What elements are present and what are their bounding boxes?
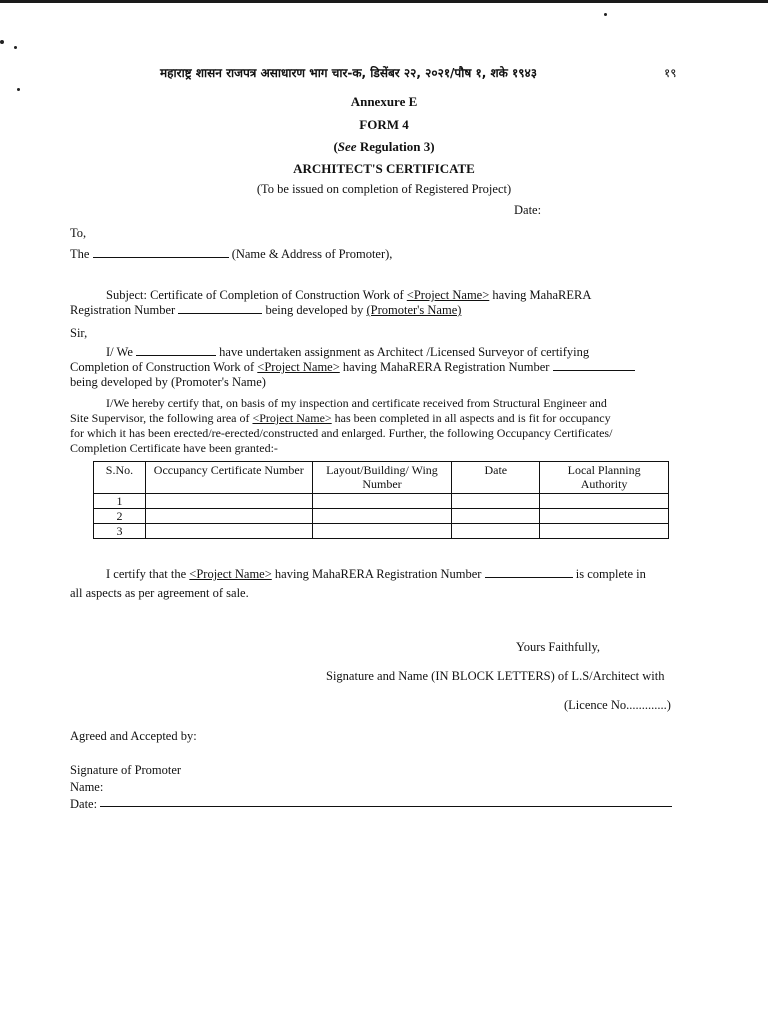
scan-top-border bbox=[0, 0, 768, 3]
occupancy-certificate-table bbox=[93, 461, 669, 539]
para2-line-1: I/We hereby certify that, on basis of my inspection and certificate received from Structural Engineer and bbox=[106, 396, 607, 410]
the-label: The bbox=[70, 247, 90, 261]
header-date: Date bbox=[452, 462, 540, 494]
registration-blank bbox=[178, 304, 262, 314]
scan-speck bbox=[0, 40, 4, 44]
subject-line-2 bbox=[70, 303, 461, 318]
form-number: FORM 4 bbox=[359, 117, 409, 132]
header-sno: S.No. bbox=[94, 462, 146, 494]
table-cell bbox=[452, 494, 540, 509]
para2-line2-prefix: Site Supervisor, the following area of bbox=[70, 411, 250, 425]
para1-line-2 bbox=[70, 360, 635, 375]
promoter-name-label: Name: bbox=[70, 780, 104, 794]
developed-by-label: being developed by bbox=[265, 303, 364, 317]
para2-line-3: for which it has been erected/re-erected/constructed and enlarged. Further, the following Occupancy Certificates/ bbox=[70, 426, 613, 440]
registration-blank bbox=[553, 361, 635, 371]
table-header-row bbox=[94, 462, 669, 494]
para2-line-4: Completion Certificate have been granted:- bbox=[70, 441, 278, 455]
table-cell bbox=[452, 509, 540, 524]
para3-line-2: all aspects as per agreement of sale. bbox=[70, 586, 249, 600]
promoter-name-placeholder: (Promoter's Name) bbox=[366, 303, 462, 317]
para1-line2-suffix: having MahaRERA Registration Number bbox=[342, 360, 550, 374]
para3-mid: having MahaRERA Registration Number bbox=[274, 567, 482, 581]
table-cell bbox=[540, 494, 669, 509]
regulation-text: Regulation 3) bbox=[359, 139, 435, 154]
see-word: See bbox=[337, 139, 357, 154]
project-name-placeholder: <Project Name> bbox=[252, 411, 332, 425]
project-name-placeholder: <Project Name> bbox=[406, 288, 490, 302]
para3-prefix: I certify that the bbox=[106, 567, 187, 581]
regulation-reference: (See Regulation 3) bbox=[333, 139, 435, 154]
table-cell bbox=[540, 509, 669, 524]
para3-suffix: is complete in bbox=[575, 567, 646, 581]
project-name-placeholder: <Project Name> bbox=[189, 567, 272, 581]
table-cell bbox=[540, 524, 669, 539]
table-cell bbox=[145, 524, 312, 539]
annexure-title: Annexure E bbox=[350, 94, 418, 109]
agreed-accepted-label: Agreed and Accepted by: bbox=[70, 729, 197, 743]
address-line bbox=[70, 247, 392, 262]
promoter-date-label: Date: bbox=[70, 797, 98, 811]
scan-speck bbox=[604, 13, 607, 16]
header-planning-authority: Local Planning Authority bbox=[540, 462, 669, 494]
para2-line-2 bbox=[70, 411, 611, 426]
table-cell bbox=[312, 509, 452, 524]
table-cell bbox=[452, 524, 540, 539]
yours-faithfully: Yours Faithfully, bbox=[516, 640, 601, 654]
gazette-header: महाराष्ट्र शासन राजपत्र असाधारण भाग चार-क, डिसेंबर २२, २०२१/पौष १, शके १९४३ bbox=[160, 66, 537, 80]
table-cell: 2 bbox=[94, 509, 146, 524]
table-cell bbox=[312, 494, 452, 509]
para1-line-3: being developed by (Promoter's Name) bbox=[70, 375, 266, 389]
table-row bbox=[94, 494, 669, 509]
subject-line-1 bbox=[106, 288, 591, 303]
subject-prefix: Subject: Certificate of Completion of Construction Work of bbox=[106, 288, 404, 302]
para1-line-1 bbox=[106, 345, 589, 360]
registration-blank bbox=[485, 568, 573, 578]
table-row bbox=[94, 524, 669, 539]
page-number: १९ bbox=[664, 66, 677, 80]
architect-signature-label: Signature and Name (IN BLOCK LETTERS) of L.S/Architect with bbox=[326, 669, 665, 683]
promoter-date-line bbox=[100, 806, 672, 807]
architect-blank bbox=[136, 346, 216, 356]
para1-line2-prefix: Completion of Construction Work of bbox=[70, 360, 255, 374]
to-label: To, bbox=[70, 226, 87, 240]
registration-label: Registration Number bbox=[70, 303, 176, 317]
promoter-signature-label: Signature of Promoter bbox=[70, 763, 182, 777]
para3-line-1 bbox=[106, 567, 646, 582]
name-address-label: (Name & Address of Promoter), bbox=[231, 247, 393, 261]
table-row bbox=[94, 509, 669, 524]
table-cell: 1 bbox=[94, 494, 146, 509]
header-certificate-number: Occupancy Certificate Number bbox=[145, 462, 312, 494]
project-name-placeholder: <Project Name> bbox=[257, 360, 340, 374]
header-wing-number: Layout/Building/ Wing Number bbox=[312, 462, 452, 494]
table-cell bbox=[312, 524, 452, 539]
date-label: Date: bbox=[514, 203, 542, 217]
iwe-label: I/ We bbox=[106, 345, 133, 359]
para2-line2-suffix: has been completed in all aspects and is fit for occupancy bbox=[334, 411, 611, 425]
scan-speck bbox=[14, 46, 17, 49]
promoter-blank bbox=[93, 248, 229, 258]
table-cell bbox=[145, 494, 312, 509]
certificate-subtitle: (To be issued on completion of Registered Project) bbox=[256, 182, 512, 196]
table-cell: 3 bbox=[94, 524, 146, 539]
scan-speck bbox=[17, 88, 20, 91]
para1-line1-text: have undertaken assignment as Architect /Licensed Surveyor of certifying bbox=[219, 345, 590, 359]
subject-suffix: having MahaRERA bbox=[492, 288, 592, 302]
salutation: Sir, bbox=[70, 326, 88, 340]
licence-number: (Licence No.............) bbox=[564, 698, 671, 712]
certificate-title: ARCHITECT'S CERTIFICATE bbox=[293, 161, 475, 176]
table-cell bbox=[145, 509, 312, 524]
